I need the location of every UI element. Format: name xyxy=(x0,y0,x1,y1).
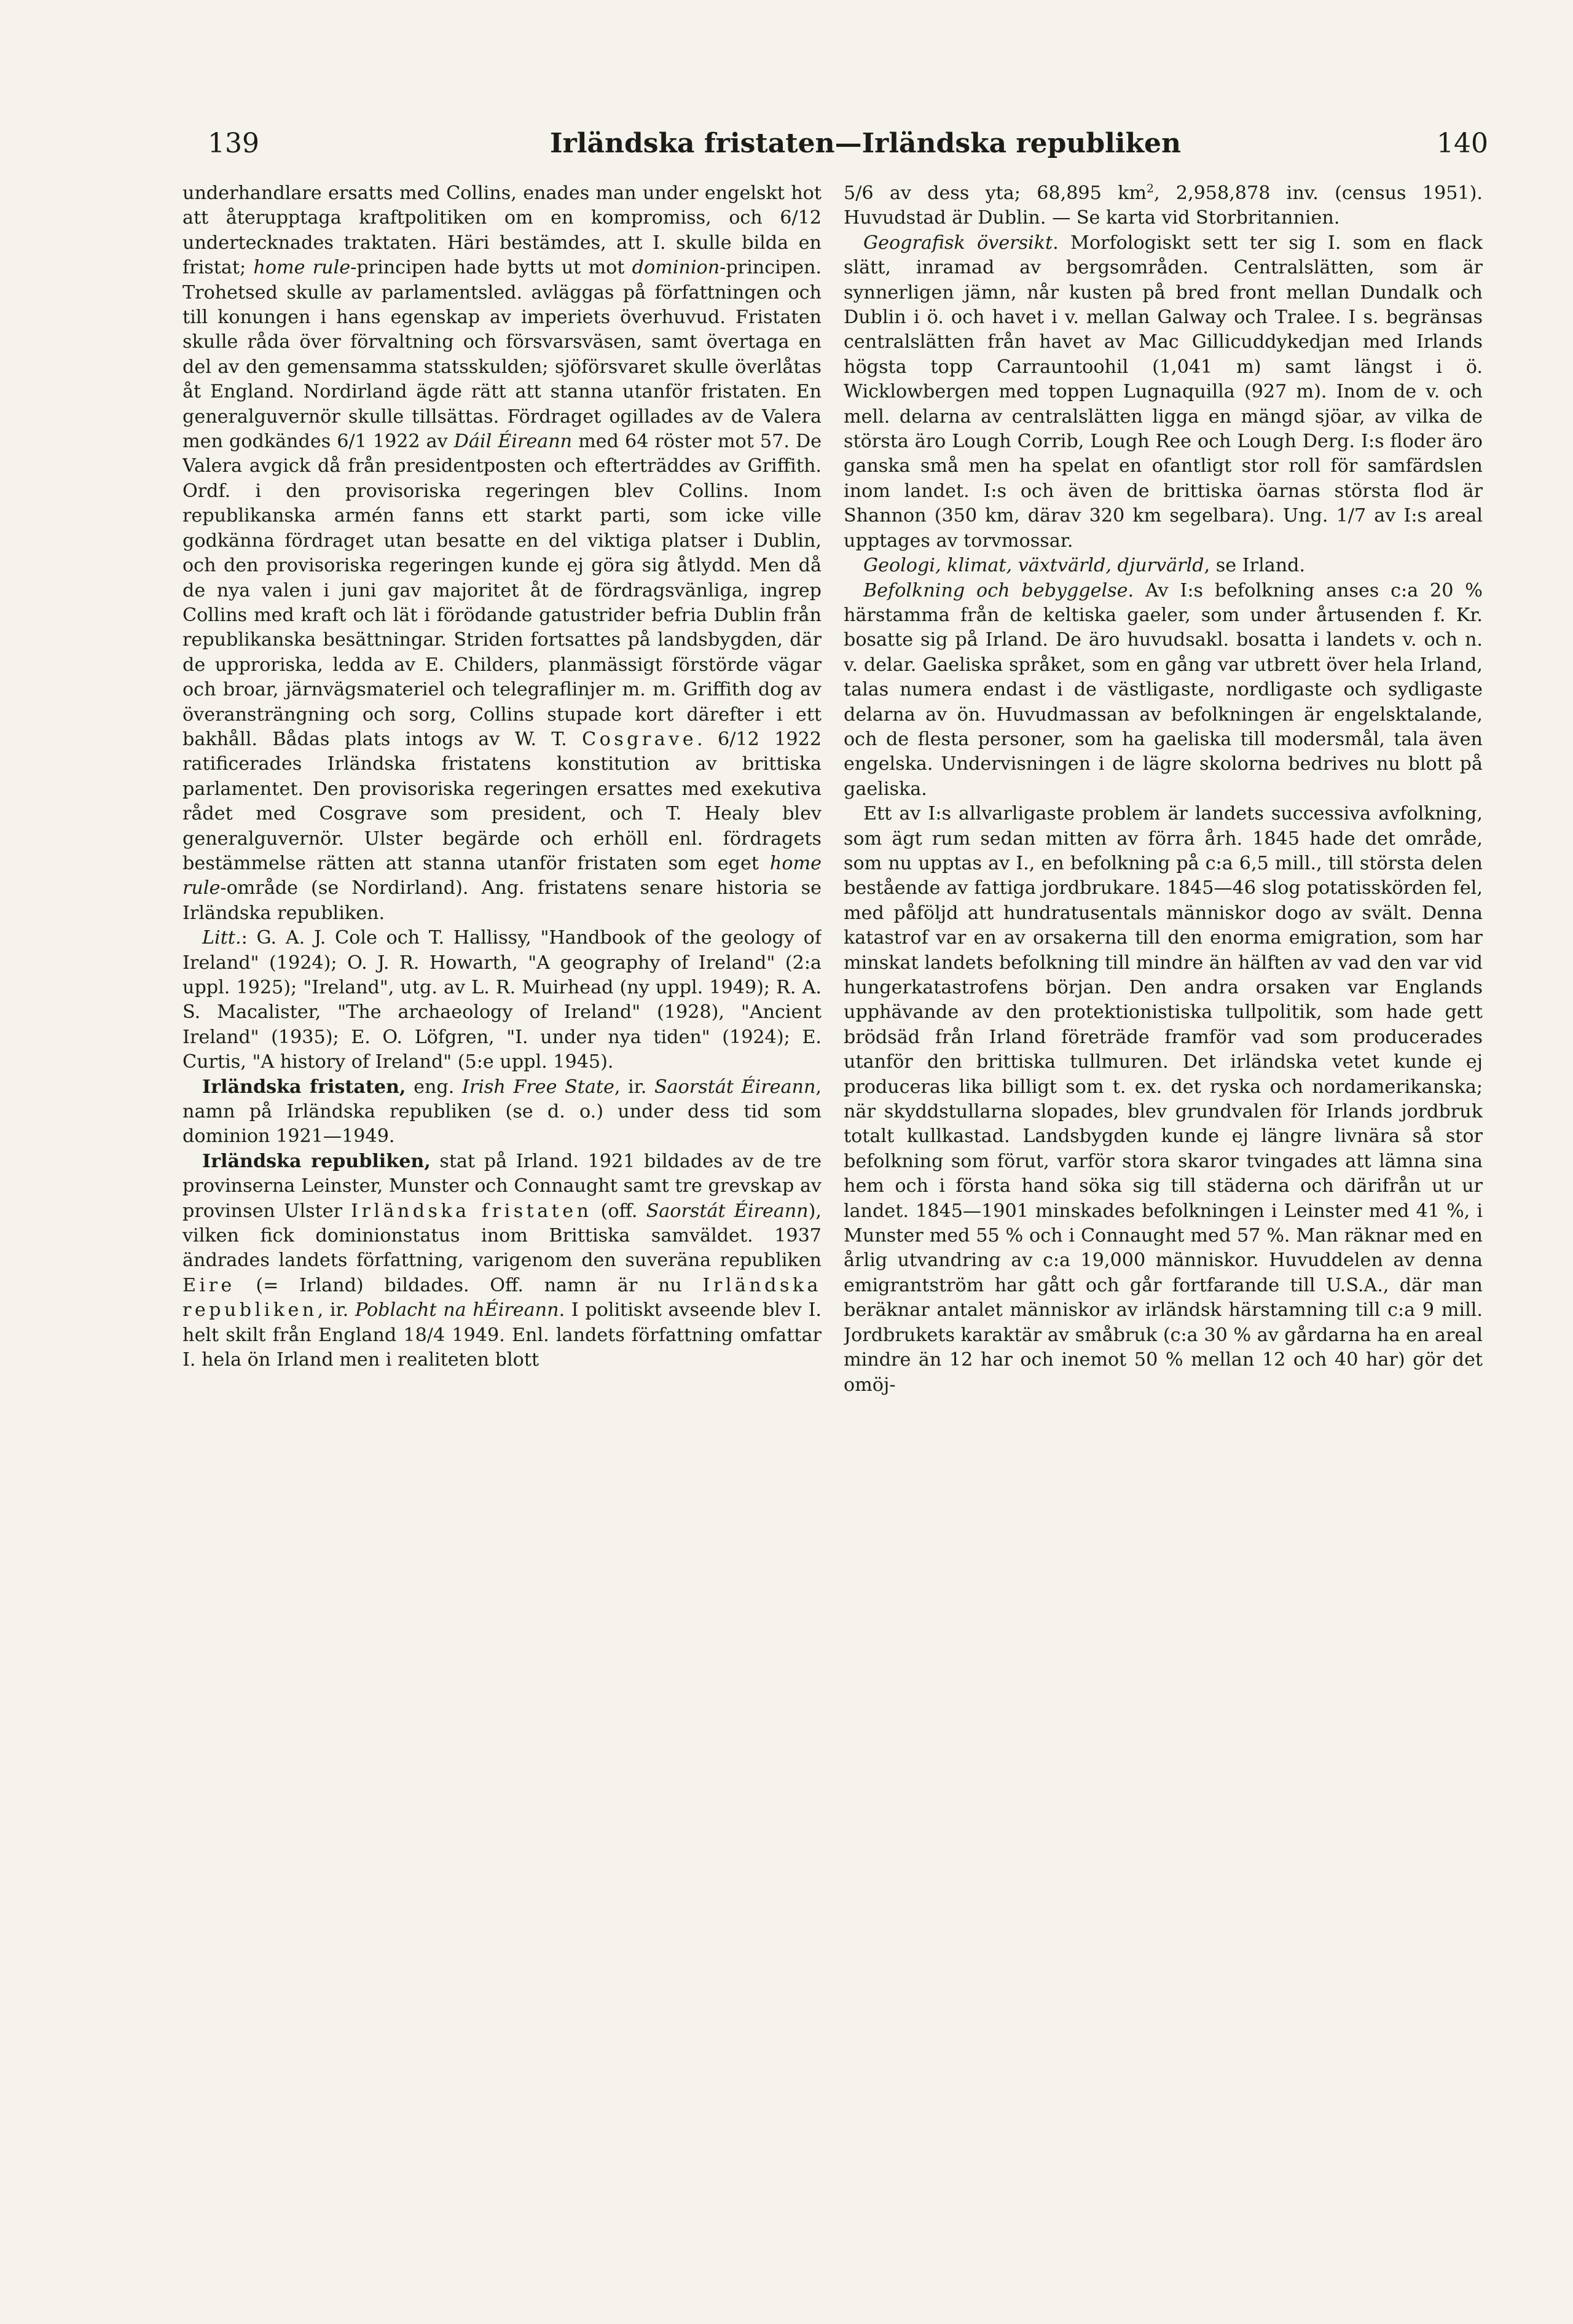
section-heading: Befolkning och bebyggelse xyxy=(863,579,1128,601)
section-geologi: Geologi, klimat, växtvärld, djurvärld, se Irland. xyxy=(863,555,1306,577)
page-number-left: 139 xyxy=(208,128,259,159)
entry-headword: Irländska republiken, xyxy=(202,1150,431,1172)
left-column xyxy=(182,181,822,2295)
paragraph-area: 5/6 av dess yta; 68,895 $km^2$, 2,958,878 inv. (census 1951). Huvudstad är Dublin. — Se karta vid Storbritannien. xyxy=(844,182,1483,229)
section-heading: Geologi, klimat, växtvärld, djurvärld xyxy=(863,555,1204,577)
right-column xyxy=(844,181,1483,2295)
paragraph-literature: Litt.: G. A. J. Cole och T. Hallissy, "Handbook of the geology of Ireland" (1924); O. J. R. Howarth, "A geography of Ireland" (2:a uppl. 1925); "Ireland", utg. av L. R. Muirhead (ny uppl. 1949); R. A. S. Macalister, "The archaeology of Ireland" (1928), "Ancient Ireland" (1935); E. O. Löfgren, "I. under nya tiden" (1924); E. Curtis, "A history of Ireland" (5:e uppl. 1945). xyxy=(182,927,822,1073)
page-number-right: 140 xyxy=(1437,128,1488,159)
entry-irlandska-republiken: Irländska republiken, stat på Irland. 1921 bildades av de tre provinserna Leinster, Munster och Connaught samt tre grevskap av provinsen Ulster Irländska fristaten (off. Saorstát Éireann), vilken fick dominionstatus inom Brittiska samväldet. 1937 ändrades landets författning, varigenom den suveräna republiken Eire (= Irland) bildades. Off. namn är nu Irländska republiken, ir. Poblacht na hÉireann. I politiskt avseende blev I. helt skilt från England 18/4 1949. Enl. landets författning omfattar I. hela ön Irland men i realiteten blott xyxy=(182,1150,822,1371)
section-befolkning: Befolkning och bebyggelse. Av I:s befolkning anses c:a 20 % härstamma från de keltiska gaeler, som under årtusenden f. Kr. bosatte sig på Irland. De äro huvudsakl. bosatta i landets v. och n. v. delar. Gaeliska språket, som en gång var utbrett över hela Irland, talas numera endast i de västligaste, nordligaste och sydligaste delarna av ön. Huvudmassan av befolkningen är engelsktalande, och de flesta personer, som ha gaeliska till modersmål, tala även engelska. Undervisningen i de lägre skolorna bedrives nu blott på gaeliska. xyxy=(844,579,1483,800)
running-header xyxy=(0,128,1573,171)
entry-headword: Irländska fristaten, xyxy=(202,1076,406,1098)
entry-irlandska-fristaten: Irländska fristaten, eng. Irish Free State, ir. Saorstát Éireann, namn på Irländska republiken (se d. o.) under dess tid som dominion 1921—1949. xyxy=(182,1076,822,1148)
running-title: Irländska fristaten—Irländska republiken xyxy=(550,128,1181,159)
paragraph-avfolkning: Ett av I:s allvarligaste problem är landets successiva avfolkning, som ägt rum sedan mitten av förra årh. 1845 hade det område, som nu upptas av I., en befolkning på c:a 6,5 mill., till största delen bestående av fattiga jordbrukare. 1845—46 slog potatisskörden fel, med påföljd att hundratusentals människor dogo av svält. Denna katastrof var en av orsakerna till den enorma emigration, som har minskat landets befolkning till mindre än hälften av vad den var vid hungerkatastrofens början. Den andra orsaken var Englands upphävande av den protektionistiska tullpolitik, som hade gett brödsäd från Irland företräde framför vad som producerades utanför den brittiska tullmuren. Det irländska vetet kunde ej produceras lika billigt som t. ex. det ryska och nordamerikanska; när skyddstullarna slopades, blev grundvalen för Irlands jordbruk totalt kullkastad. Landsbygden kunde ej längre livnära så stor befolkning som förut, varför stora skaror tvingades att lämna sina hem och i första hand söka sig till städerna och därifrån ut ur landet. 1845—1901 minskades befolkningen i Leinster med 41 %, i Munster med 55 % och i Connaught med 57 %. Man räknar med en årlig utvandring av c:a 19,000 människor. Huvuddelen av denna emigrantström har gått och går fortfarande till U.S.A., där man beräknar antalet människor av irländsk härstamning till c:a 9 mill. Jordbrukets karaktär av småbruk (c:a 30 % av gårdarna ha en areal mindre än 12 har och inemot 50 % mellan 12 och 40 har) gör det omöj- xyxy=(844,803,1483,1396)
section-geografisk-oversikt: Geografisk översikt. Morfologiskt sett ter sig I. som en flack slätt, inramad av bergsområden. Centralslätten, som är synnerligen jämn, når kusten på bred front mellan Dundalk och Dublin i ö. och havet i v. mellan Galway och Tralee. I s. begränsas centralslätten från havet av Mac Gillicuddykedjan med Irlands högsta topp Carrauntoohil (1,041 m) samt längst i ö. Wicklowbergen med toppen Lugnaquilla (927 m). Inom de v. och mell. delarna av centralslätten ligga en mängd sjöar, av vilka de största äro Lough Corrib, Lough Ree och Lough Derg. I:s floder äro ganska små men ha spelat en ofantligt stor roll för samfärdslen inom landet. I:s och även de brittiska öarnas största flod är Shannon (350 km, därav 320 km segelbara). Ung. 1/7 av I:s areal upptages av torvmossar. xyxy=(844,232,1483,552)
paragraph-treaty: underhandlare ersatts med Collins, enades man under engelskt hot att återupptaga kraftpolitiken om en kompromiss, och 6/12 undertecknades traktaten. Häri bestämdes, att I. skulle bilda en fristat; home rule-principen hade bytts ut mot dominion-principen. Trohetsed skulle av parlamentsled. avläggas på författningen och till konungen i hans egenskap av imperiets överhuvud. Fristaten skulle råda över förvaltning och försvarsväsen, samt övertaga en del av den gemensamma statsskulden; sjöförsvaret skulle överlåtas åt England. Nordirland ägde rätt att stanna utanför fristaten. En generalguvernör skulle tillsättas. Fördraget ogillades av de Valera men godkändes 6/1 1922 av Dáil Éireann med 64 röster mot 57. De Valera avgick då från presidentposten och efterträddes av Griffith. Ordf. i den provisoriska regeringen blev Collins. Inom republikanska armén fanns ett starkt parti, som icke ville godkänna fördraget utan besatte en del viktiga platser i Dublin, och den provisoriska regeringen kunde ej göra sig åtlydd. Men då de nya valen i juni gav majoritet åt de fördragsvänliga, ingrep Collins med kraft och lät i förödande gatustrider befria Dublin från republikanska besättningar. Striden fortsattes på landsbygden, där de upproriska, ledda av E. Childers, planmässigt förstörde vägar och broar, järnvägsmateriel och telegraflinjer m. m. Griffith dog av överansträngning och sorg, Collins stupade kort därefter i ett bakhåll. Bådas plats intogs av W. T. Cosgrave. 6/12 1922 ratificerades Irländska fristatens konstitution av brittiska parlamentet. Den provisoriska regeringen ersattes med exekutiva rådet med Cosgrave som president, och T. Healy blev generalguvernör. Ulster begärde och erhöll enl. fördragets bestämmelse rätten att stanna utanför fristaten som eget home rule-område (se Nordirland). Ang. fristatens senare historia se Irländska republiken. xyxy=(182,182,822,924)
section-heading: Geografisk översikt xyxy=(863,232,1053,254)
